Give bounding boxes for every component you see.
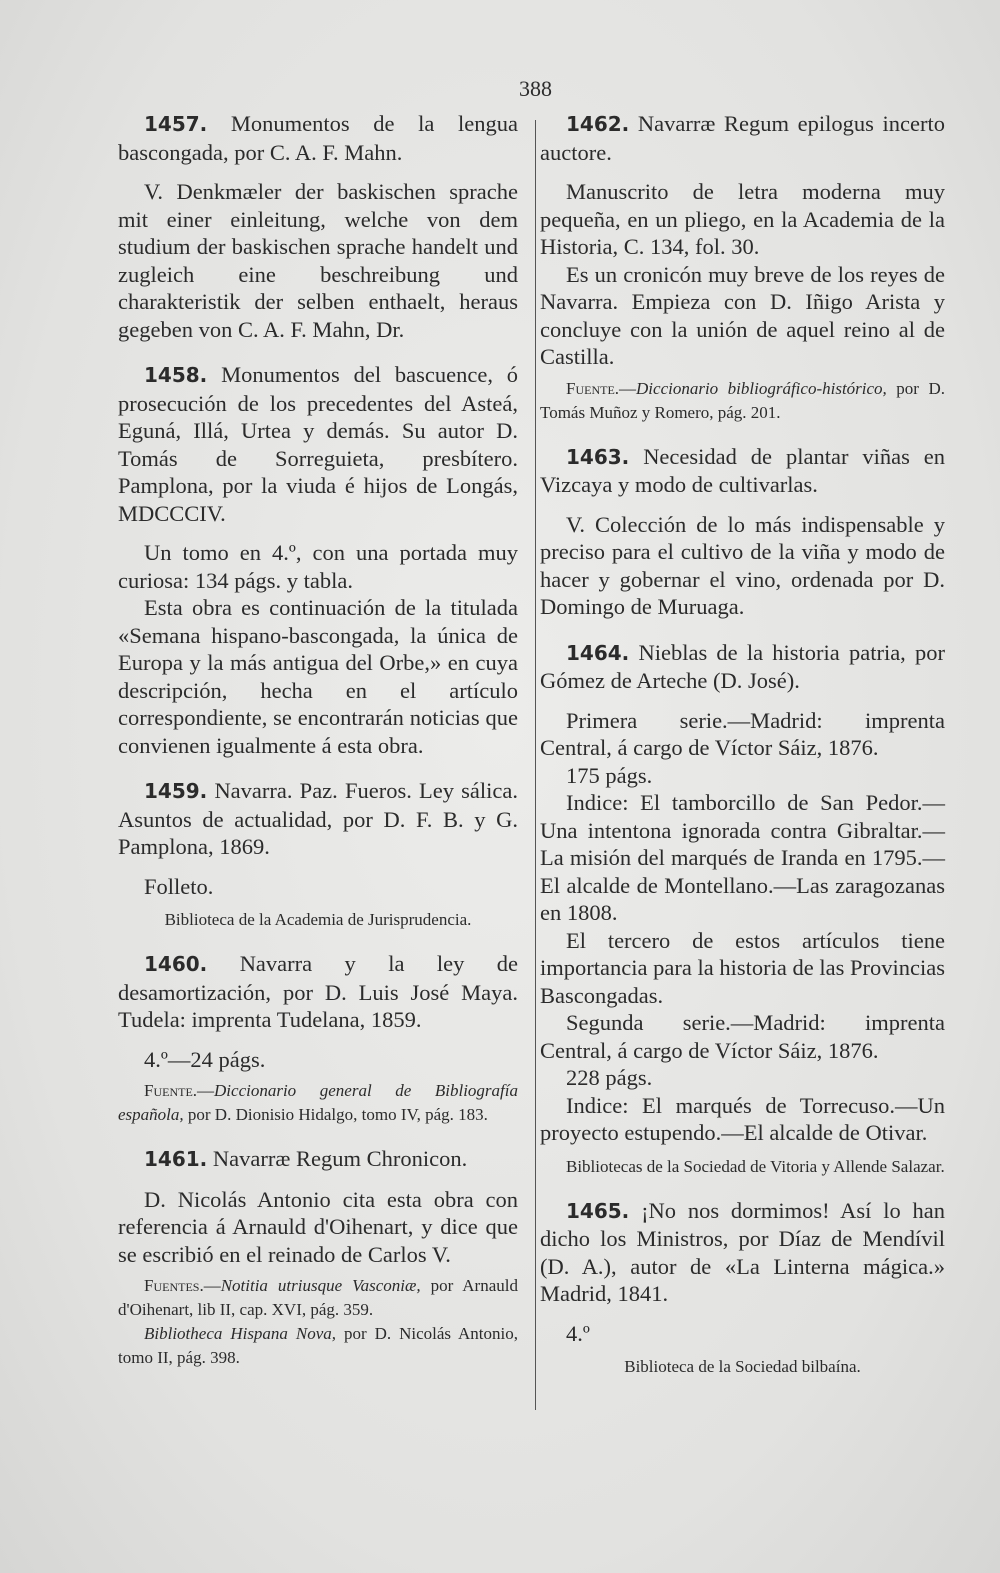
entry-1463 [540,443,945,621]
library-note: Biblioteca de la Sociedad bilbaína. [624,1357,861,1376]
entry-description: V. Denkmæler der baskischen sprache mit einer einleitung, welche von dem studium der baskischen sprache handelt und zugleich eine beschreibung und charakteristik der selben enthaelt, heraus gegeben von C. A. F. Mahn, Dr. [118,179,518,342]
entry-description: 228 págs. [566,1065,653,1090]
entry-description: Indice: El tamborcillo de San Pedor.—Una intentona ignorada contra Gibraltar.—La misión del marqués de Iranda en 1795.—El alcalde de Montellano.—Las zaragozanas en 1808. [540,790,945,925]
entry-description: 4.º [566,1320,590,1346]
source-note [118,1274,518,1322]
entry-heading [118,950,518,1034]
entry-1461 [118,1145,518,1370]
source-note [540,377,945,425]
source-title: Bibliotheca Hispana Nova, [144,1324,337,1343]
entry-1464 [540,639,945,1179]
entry-description: Manuscrito de letra moderna muy pequeña, en un pliego, en la Academia de la Historia, C. 134, fol. 30. [540,179,945,259]
entry-number: 1462. [566,112,630,136]
entry-1465 [540,1197,945,1380]
source-label: Fuentes.— [144,1276,221,1295]
right-column [540,110,945,1397]
entry-heading [540,639,945,695]
source-rest: por D. Dionisio Hidalgo, tomo IV, pág. 183. [183,1105,488,1124]
entry-description: 175 págs. [566,762,653,788]
entry-heading [540,443,945,499]
source-rest: por Arnauld d'Oihenart, lib II, cap. XVI, pág. 359. [118,1276,518,1319]
entry-1457 [118,110,518,343]
entry-heading [118,1145,518,1174]
entry-title: Necesidad de plantar viñas en Vizcaya y modo de cultivarlas. [540,443,946,497]
entry-description: Un tomo en 4.º, con una portada muy curiosa: 134 págs. y tabla. [118,540,518,593]
entry-title: Monumentos del bascuence, ó prosecución de los precedentes del Asteá, Eguná, Illá, Urtea y demás. Su autor D. Tomás de Sorreguieta, presbítero. Pamplona, por la viuda é hijos de Longás, MDCCCIV. [118,362,518,526]
source-title: Notitia utriusque Vasconiæ, [220,1276,421,1295]
entry-1460 [118,950,518,1127]
entry-number: 1461. [144,1147,208,1171]
entry-heading [118,110,518,166]
entry-description: Es un cronicón muy breve de los reyes de Navarra. Empieza con D. Iñigo Arista y concluye con la unión de aquel reino al de Castilla. [540,261,945,369]
entry-number: 1463. [566,444,630,469]
entry-heading [118,777,518,861]
entry-description: V. Colección de lo más indispensable y preciso para el cultivo de la viña y modo de hacer y gobernar el vino, ordenada por D. Domingo de Muruaga. [540,511,945,619]
entry-1462 [540,110,945,425]
entry-number: 1458. [144,363,208,387]
entry-number: 1465. [566,1198,630,1223]
entry-1459 [118,777,518,932]
entry-number: 1457. [144,112,208,136]
entry-title: Nieblas de la historia patria, por Gómez de Arteche (D. José). [540,639,946,693]
entry-description: Folleto. [144,873,214,899]
entry-description: El tercero de estos artículos tiene importancia para la historia de las Provincias Bascongadas. [540,927,945,1008]
source-note [118,1322,518,1370]
entry-number: 1460. [144,952,208,976]
source-label: Fuente.— [566,378,637,398]
entry-title: Navarræ Regum Chronicon. [212,1146,468,1171]
entry-title: Monumentos de la lengua bascongada, por C. A. F. Mahn. [118,111,519,165]
entry-description: D. Nicolás Antonio cita esta obra con referencia á Arnauld d'Oihenart, y dice que se escribió en el reinado de Carlos V. [118,1186,518,1267]
entry-title: Navarra. Paz. Fueros. Ley sálica. Asuntos de actualidad, por D. F. B. y G. Pamplona, 1869. [118,778,518,859]
source-rest: por D. Tomás Muñoz y Romero, pág. 201. [540,378,945,422]
source-label: Fuente.— [144,1081,215,1100]
entry-description: Esta obra es continuación de la titulada «Semana hispano-bascongada, la única de Europa y la más antigua del Orbe,» en cuya descripción, hecha en el artículo correspondiente, se encontrarán noticias que convienen igualmente á esta obra. [118,595,518,758]
library-note: Bibliotecas de la Sociedad de Vitoria y Allende Salazar. [566,1156,945,1176]
entry-description: Indice: El marqués de Torrecuso.—Un proyecto estupendo.—El alcalde de Otivar. [540,1092,945,1145]
entry-heading [540,110,945,166]
entry-description: 4.º—24 págs. [144,1046,266,1072]
entry-title: Navarræ Regum epilogus incerto auctore. [540,111,945,165]
column-divider [535,120,536,1410]
entry-1458 [118,361,518,759]
entry-heading [118,361,518,527]
left-column [118,110,518,1388]
entry-description: Primera serie.—Madrid: imprenta Central, á cargo de Víctor Sáiz, 1876. [540,707,945,760]
entry-number: 1459. [144,779,208,803]
page-number: 388 [519,76,552,101]
source-title: Diccionario bibliográfico-histórico, [636,378,887,398]
source-note [118,1079,518,1127]
entry-heading [540,1197,945,1308]
entry-number: 1464. [566,640,630,665]
entry-title: ¡No nos dormimos! Así lo han dicho los Ministros, por Díaz de Mendívil (D. A.), autor de «La Linterna mágica.» Madrid, 1841. [540,1197,946,1306]
entry-title: Navarra y la ley de desamortización, por D. Luis José Maya. Tudela: imprenta Tudelana, 1859. [118,951,519,1032]
source-title: Diccionario general de Bibliografía española, [118,1081,518,1124]
source-rest: por D. Nicolás Antonio, tomo II, pág. 398. [118,1324,518,1367]
library-note: Biblioteca de la Academia de Jurisprudencia. [164,910,472,929]
entry-description: Segunda serie.—Madrid: imprenta Central, á cargo de Víctor Sáiz, 1876. [540,1010,945,1063]
